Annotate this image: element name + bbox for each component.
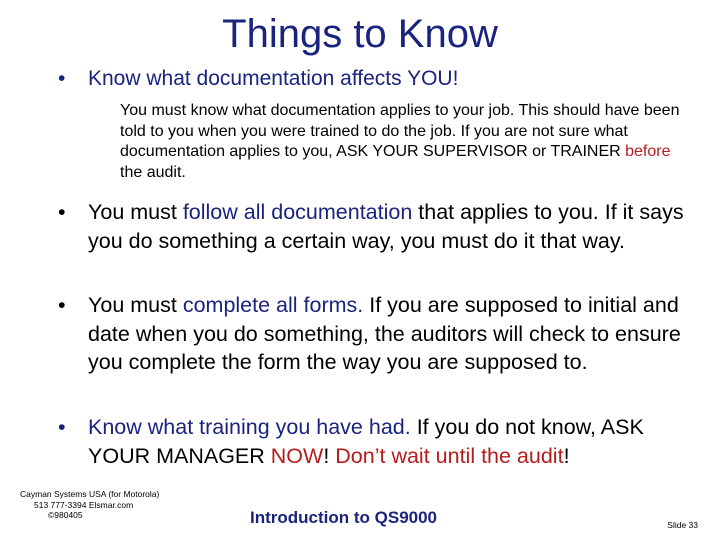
footer-contact: 513 777-3394 Elsmar.com — [34, 499, 134, 510]
bullet-know-training — [58, 413, 688, 470]
bullet-text: You must follow all documentation that applies to you. If it says you do something a certain way, you must do it that way. — [88, 200, 684, 253]
sub-text-1: You must know what documentation applies to your job. This should have been told to you when you were trained to do the job. If you are not sure what documentation applies to you, ASK YOUR SUPERVISOR or TRAINER — [120, 102, 680, 160]
bullet-text: You must complete all forms. If you are supposed to initial and date when you do something, the auditors will check to ensure you complete the form the way you are supposed to. — [88, 293, 681, 374]
footer-left — [20, 489, 159, 521]
emphasis-follow: follow all documentation — [182, 200, 413, 224]
emphasis-forms: complete all forms. — [182, 293, 364, 317]
footer-center-title: Introduction to QS9000 — [250, 508, 438, 527]
footer-copyright: ©980405 — [48, 510, 83, 520]
bullet-marker: • — [58, 293, 66, 317]
bullet-marker: • — [58, 67, 66, 90]
sub-paragraph — [120, 101, 680, 183]
sub-text-2: the audit. — [120, 163, 186, 181]
slide-number: Slide 33 — [667, 520, 698, 530]
bullet-text: Know what training you have had. If you do not know, ASK YOUR MANAGER NOW! Don’t wait until the audit! — [88, 415, 644, 468]
emphasis-now: NOW — [270, 443, 324, 468]
bullet-marker: • — [58, 200, 66, 224]
bullet-text: Know what documentation affects YOU! — [88, 67, 459, 90]
emphasis-dont-wait: Don’t wait until the audit — [335, 443, 564, 468]
bullet-know-documentation — [58, 66, 458, 92]
sub-emphasis-before: before — [625, 143, 671, 160]
slide-title: Things to Know — [222, 12, 498, 56]
footer-company: Cayman Systems USA (for Motorola) — [20, 489, 160, 499]
emphasis-training: Know what training you have had. — [88, 415, 411, 439]
bullet-marker: • — [58, 415, 66, 439]
bullet-follow-documentation — [58, 198, 688, 255]
bullet-complete-forms — [58, 291, 688, 377]
